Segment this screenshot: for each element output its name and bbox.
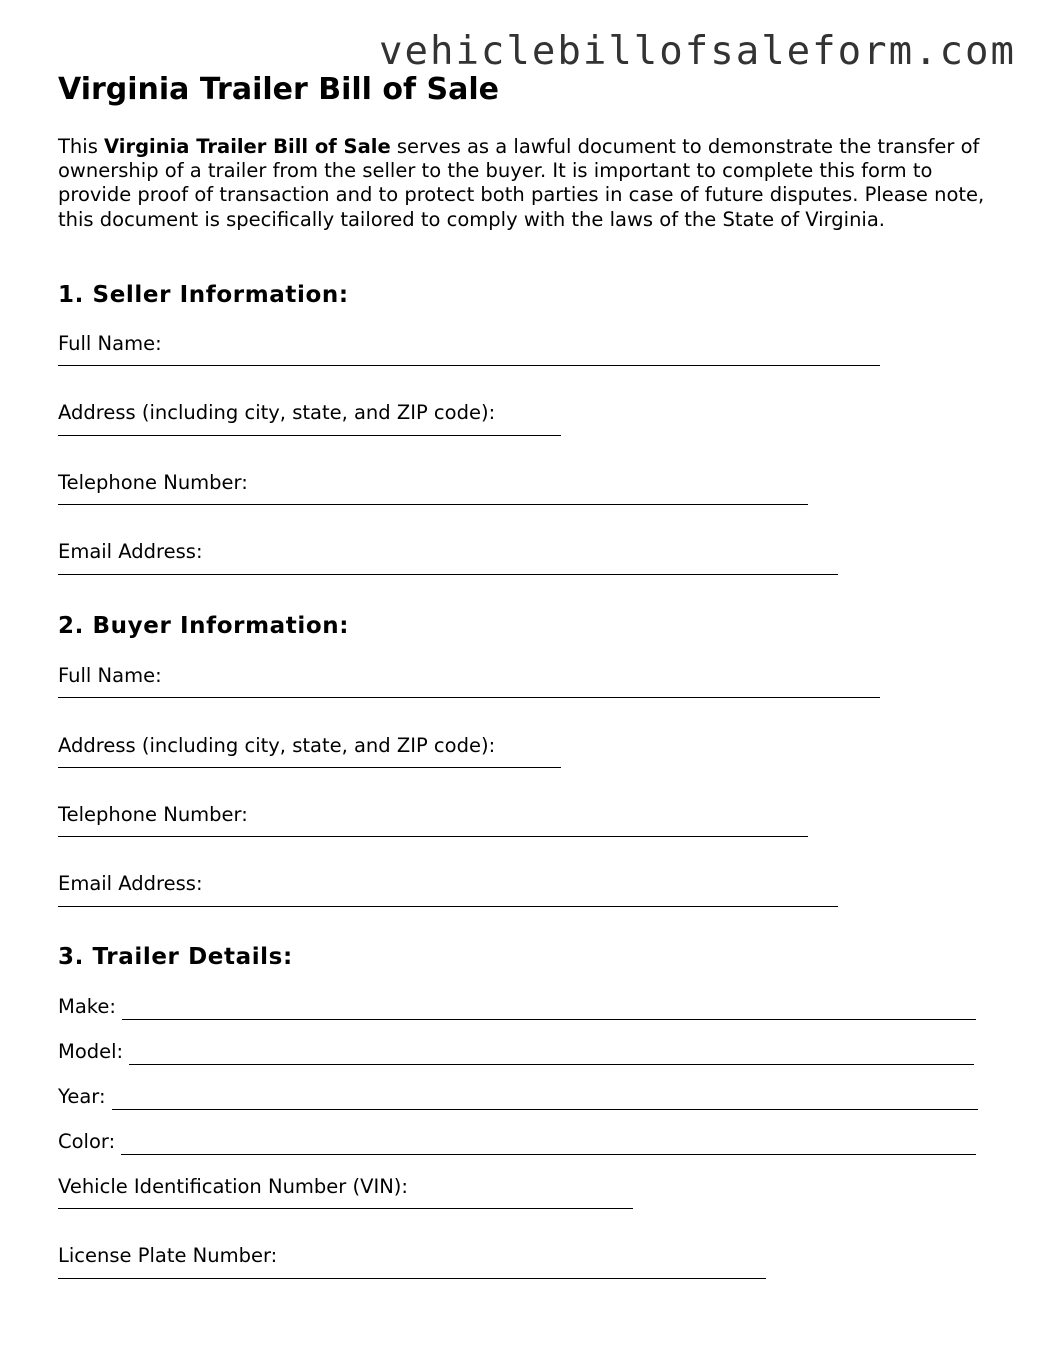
trailer-vin-field[interactable] <box>58 1208 633 1209</box>
trailer-make-row <box>58 997 976 1017</box>
intro-bold-title: Virginia Trailer Bill of Sale <box>104 135 391 158</box>
page-title: Virginia Trailer Bill of Sale <box>58 72 499 107</box>
trailer-section-heading: 3. Trailer Details: <box>58 944 293 970</box>
trailer-color-row <box>58 1132 976 1152</box>
trailer-plate-label: License Plate Number: <box>58 1244 278 1267</box>
intro-body: serves as a lawful document to demonstrate the transfer of ownership of a trailer from the seller to the buyer. It is important to complete this form to provide proof of transaction and to protect both parties in case of future disputes. Please note, this document is specifically tailored to comply with the laws of the State of Virginia. <box>58 135 985 231</box>
seller-email-label: Email Address: <box>58 540 203 563</box>
seller-telephone-label: Telephone Number: <box>58 471 248 494</box>
buyer-email-label: Email Address: <box>58 872 203 895</box>
trailer-make-label: Make: <box>58 995 116 1018</box>
trailer-model-label: Model: <box>58 1040 124 1063</box>
trailer-color-field[interactable] <box>121 1138 976 1155</box>
seller-full-name-label: Full Name: <box>58 332 162 355</box>
buyer-full-name-label: Full Name: <box>58 664 162 687</box>
trailer-vin-label: Vehicle Identification Number (VIN): <box>58 1175 408 1198</box>
trailer-year-row <box>58 1087 978 1107</box>
trailer-model-row <box>58 1042 974 1062</box>
buyer-telephone-label: Telephone Number: <box>58 803 248 826</box>
trailer-plate-field[interactable] <box>58 1278 766 1279</box>
trailer-year-field[interactable] <box>112 1093 978 1110</box>
site-watermark: vehiclebillofsaleform.com <box>379 29 1016 74</box>
trailer-year-label: Year: <box>58 1085 106 1108</box>
seller-section-heading: 1. Seller Information: <box>58 282 349 308</box>
buyer-email-field[interactable] <box>58 906 838 907</box>
seller-address-field[interactable] <box>58 435 561 436</box>
intro-lead: This <box>58 135 105 158</box>
seller-address-label: Address (including city, state, and ZIP code): <box>58 401 496 424</box>
trailer-color-label: Color: <box>58 1130 116 1153</box>
seller-full-name-field[interactable] <box>58 365 880 366</box>
trailer-make-field[interactable] <box>122 1003 976 1020</box>
buyer-full-name-field[interactable] <box>58 697 880 698</box>
buyer-section-heading: 2. Buyer Information: <box>58 613 350 639</box>
buyer-address-field[interactable] <box>58 767 561 768</box>
buyer-address-label: Address (including city, state, and ZIP code): <box>58 734 496 757</box>
seller-email-field[interactable] <box>58 574 838 575</box>
seller-telephone-field[interactable] <box>58 504 808 505</box>
buyer-telephone-field[interactable] <box>58 836 808 837</box>
intro-paragraph <box>58 135 993 232</box>
trailer-model-field[interactable] <box>129 1048 974 1065</box>
